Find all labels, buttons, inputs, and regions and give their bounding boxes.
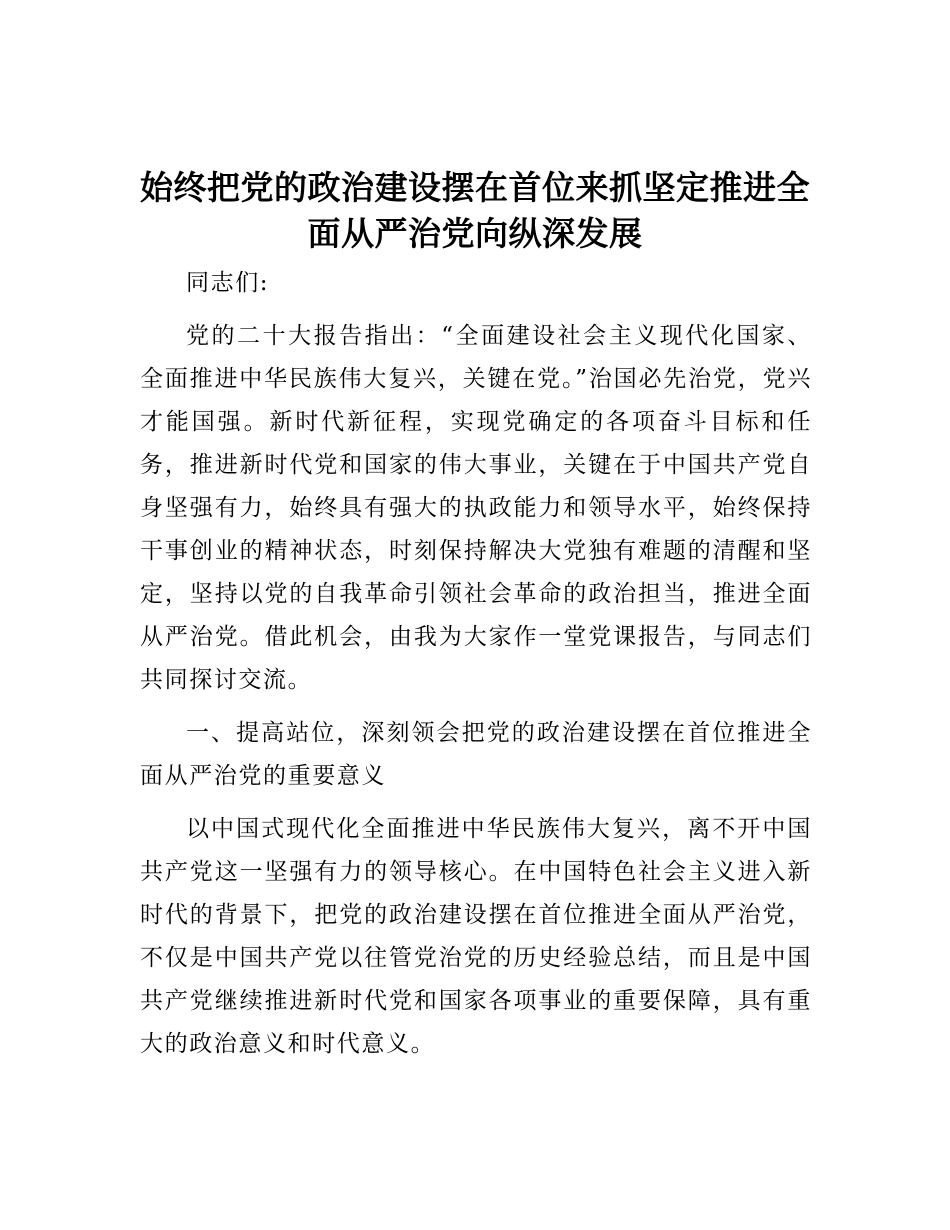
paragraph-section-1: 以中国式现代化全面推进中华民族伟大复兴，离不开中国共产党这一坚强有力的领导核心。在中国特色社会主义进入新时代的背景下，把党的政治建设摆在首位推进全面从严治党，不仅是中国共产党以往管党治党的历史经验总结，而且是中国共产党继续推进新时代党和国家各项事业的重要保障，具有重大的政治意义和时代意义。 (140, 816, 812, 1057)
title-line-1: 始终把党的政治建设摆在首位来抓坚定推进全 (140, 168, 810, 207)
salutation: 同志们: (186, 270, 270, 296)
paragraph-intro: 党的二十大报告指出：“全面建设社会主义现代化国家、全面推进中华民族伟大复兴，关键在党。”治国必先治党，党兴才能国强。新时代新征程，实现党确定的各项奋斗目标和任务，推进新时代党和国家的伟大事业，关键在于中国共产党自身坚强有力，始终具有强大的执政能力和领导水平，始终保持干事创业的精神状态，时刻保持解决大党独有难题的清醒和坚定，坚持以党的自我革命引领社会革命的政治担当，推进全面从严治党。借此机会，由我为大家作一堂党课报告，与同志们共同探讨交流。 (140, 323, 812, 693)
document-body (140, 262, 812, 1076)
document-title (120, 165, 830, 257)
title-line-2: 面从严治党向纵深发展 (307, 214, 643, 253)
section-heading-1: 一、提高站位，深刻领会把党的政治建设摆在首位推进全面从严治党的重要意义 (140, 720, 812, 789)
